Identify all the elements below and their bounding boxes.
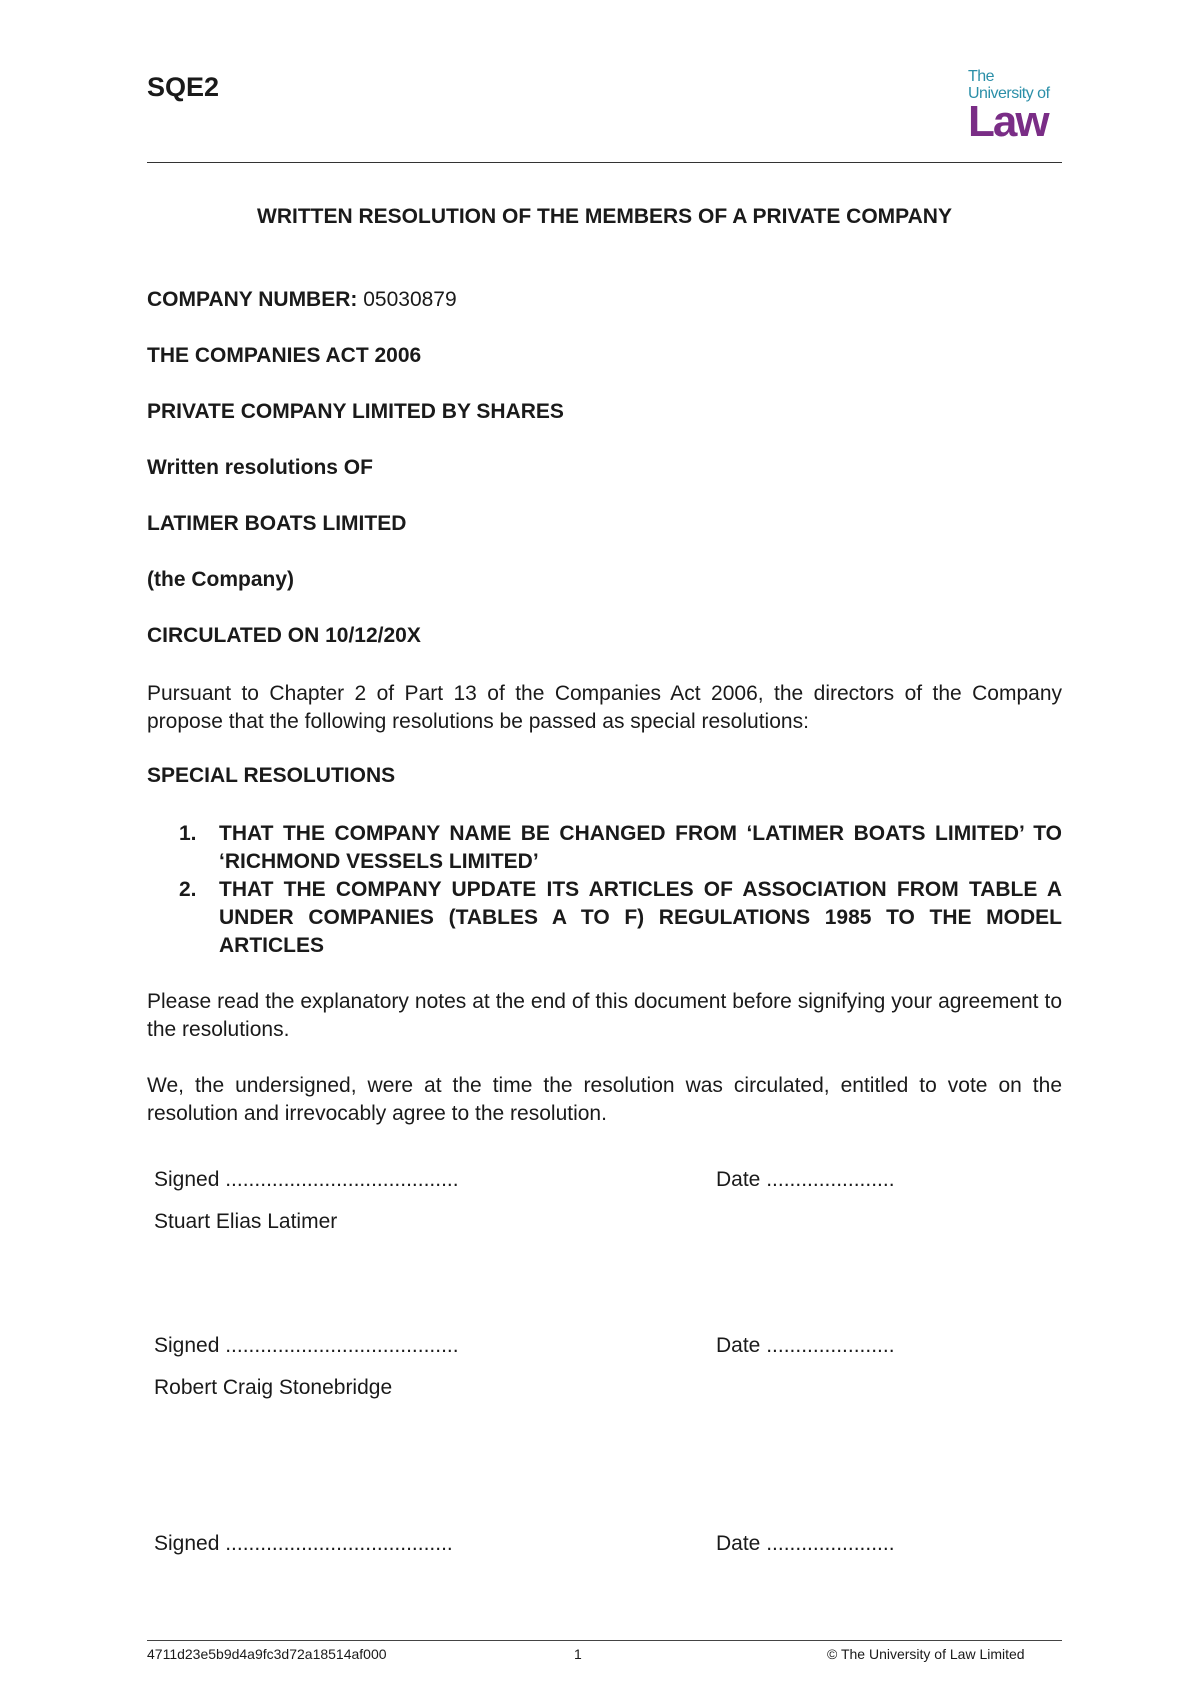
company-number-label: COMPANY NUMBER: — [147, 288, 358, 311]
footer-page-number: 1 — [574, 1646, 582, 1662]
company-number-line — [147, 288, 457, 312]
resolution-text: THAT THE COMPANY NAME BE CHANGED FROM ‘LATIMER BOATS LIMITED’ TO ‘RICHMOND VESSELS LIMITED’ — [219, 822, 1062, 873]
logo-line-1: The — [968, 68, 995, 85]
special-resolutions-heading: SPECIAL RESOLUTIONS — [147, 764, 396, 787]
signature-line: Signed ....................................... — [154, 1532, 453, 1555]
header-divider — [147, 162, 1062, 163]
header-code: SQE2 — [147, 72, 220, 102]
resolution-number: 2. — [179, 878, 197, 901]
footer-divider — [147, 1640, 1062, 1641]
circulated-date: CIRCULATED ON 10/12/20X — [147, 624, 421, 647]
explanatory-note: Please read the explanatory notes at the end of this document before signifying your agreement to the resolutions. — [147, 990, 1062, 1041]
footer-doc-id: 4711d23e5b9d4a9fc3d72a18514af000 — [147, 1646, 387, 1662]
company-short-name: (the Company) — [147, 568, 294, 591]
resolution-item — [147, 820, 1062, 876]
document-title: WRITTEN RESOLUTION OF THE MEMBERS OF A PRIVATE COMPANY — [257, 205, 952, 228]
logo-line-3: Law — [968, 97, 1048, 146]
company-name: LATIMER BOATS LIMITED — [147, 512, 407, 535]
signatory-name: Stuart Elias Latimer — [154, 1210, 338, 1233]
signature-line: Signed ........................................ — [154, 1334, 459, 1357]
logo-line-2: University of — [968, 85, 1050, 102]
signatory-name: Robert Craig Stonebridge — [154, 1376, 393, 1399]
university-of-law-logo — [968, 68, 1062, 148]
date-line: Date ...................... — [716, 1168, 895, 1191]
footer-copyright: © The University of Law Limited — [827, 1646, 1025, 1662]
companies-act: THE COMPANIES ACT 2006 — [147, 344, 422, 367]
company-number-value: 05030879 — [363, 288, 457, 311]
date-line: Date ...................... — [716, 1334, 895, 1357]
agreement-paragraph: We, the undersigned, were at the time the resolution was circulated, entitled to vote on the resolution and irrevocably agree to the resolution. — [147, 1074, 1062, 1125]
signature-line: Signed ........................................ — [154, 1168, 459, 1191]
resolutions-of: Written resolutions OF — [147, 456, 373, 479]
resolution-text: THAT THE COMPANY UPDATE ITS ARTICLES OF ASSOCIATION FROM TABLE A UNDER COMPANIES (TABLES A TO F) REGULATIONS 1985 TO THE MODEL ARTICLES — [219, 878, 1062, 957]
date-line: Date ...................... — [716, 1532, 895, 1555]
resolution-number: 1. — [179, 822, 197, 845]
resolution-item — [147, 876, 1062, 960]
intro-paragraph: Pursuant to Chapter 2 of Part 13 of the Companies Act 2006, the directors of the Company propose that the following resolutions be passed as special resolutions: — [147, 682, 1062, 733]
company-type: PRIVATE COMPANY LIMITED BY SHARES — [147, 400, 564, 423]
resolutions-list — [147, 820, 1062, 960]
